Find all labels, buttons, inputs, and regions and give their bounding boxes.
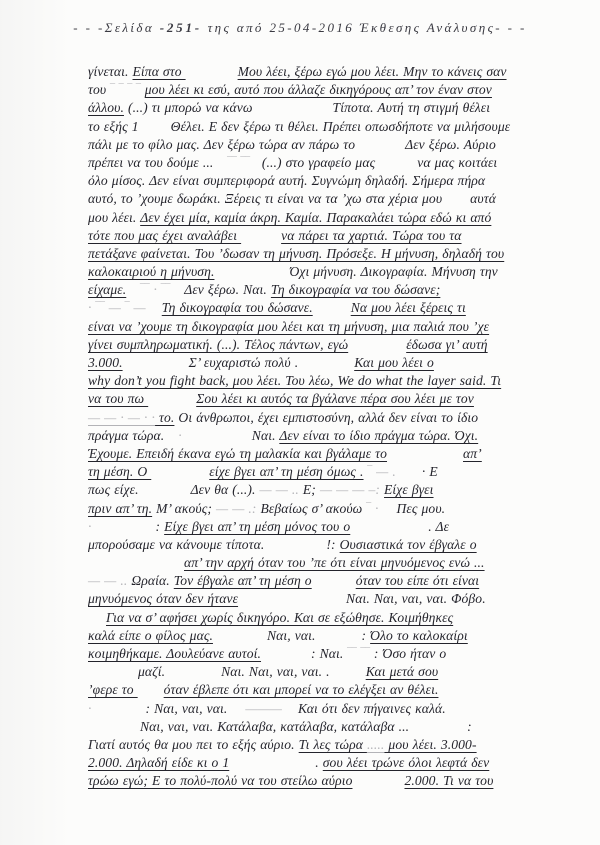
text-segment: Βεβαίως σ’ ακούω: [256, 500, 367, 516]
text-line: [88, 718, 558, 736]
text-segment: · Ε: [421, 464, 438, 480]
text-segment: όταν έβλεπε ότι και μπορεί να το ελέγξει αν θέλει.: [163, 682, 439, 698]
text-line: [88, 318, 558, 336]
text-segment: μου λέει. 3.000-: [384, 736, 477, 752]
text-segment: why don’t you fight back, μου λέει. Του λέω, We do what the layer said. Τι: [88, 373, 502, 389]
text-segment: Μου λέει, ξέρω εγώ μου λέει. Μην το κάνεις σαν: [237, 64, 507, 79]
redaction-gap: [170, 292, 184, 294]
redaction-mark: ‾ — .: [363, 464, 396, 480]
redaction-gap: [186, 74, 238, 76]
redaction-mark: ‾‾ · ‾‾: [140, 282, 171, 298]
redaction-gap: [387, 456, 463, 458]
text-segment: Τη δικογραφία του δώσανε.: [161, 300, 313, 316]
text-segment: Σ’ ευχαριστώ πολύ .: [188, 355, 299, 370]
text-line: [88, 263, 558, 281]
text-segment: Ωραία.: [127, 573, 174, 589]
text-segment: Ε;: [298, 482, 320, 498]
redaction-gap: [350, 529, 428, 531]
page-header: [0, 20, 600, 36]
text-segment: (...) τι μπορώ να κάνω: [123, 100, 253, 116]
text-segment: σου λέει τρώνε όλοι λεφτά δεν: [322, 755, 490, 771]
text-segment: Ναι.: [251, 427, 280, 443]
text-segment: Όλο το καλοκαίρι: [370, 627, 468, 643]
text-segment: πως είχε.: [88, 482, 139, 498]
text-segment: πράγμα τώρα.: [88, 427, 165, 443]
redaction-gap: [126, 292, 140, 294]
text-line: [88, 554, 558, 572]
redaction-gap: [92, 711, 146, 713]
text-segment: Δεν ξέρω. Αύριο: [405, 136, 496, 152]
text-segment: καλοκαιριού η μήνυση.: [88, 264, 215, 280]
text-line: [88, 354, 558, 372]
redaction-gap: [253, 110, 333, 112]
text-line: [88, 390, 558, 408]
text-segment: αυτά: [470, 191, 496, 207]
text-line: [88, 336, 558, 354]
text-line: [88, 572, 558, 590]
text-line: [88, 445, 558, 463]
text-segment: : Ναι, ναι, ναι.: [145, 700, 228, 716]
redaction-gap: [355, 147, 405, 149]
text-segment: Όχι μήνυση. Δικογραφία. Μήνυση την: [289, 264, 498, 280]
text-line: [88, 81, 558, 99]
text-segment: 2.000. Δηλαδή είδε κι ο 1: [88, 755, 230, 771]
text-segment: τότε που μας έχει αναλάβει: [88, 227, 242, 243]
redaction-gap: [165, 674, 221, 676]
text-segment: Θέλει. Ε δεν ξέρω τι θέλει. Πρέπει οπωσδήποτε να μιλήσουμε: [170, 118, 511, 134]
text-line: [88, 736, 558, 754]
text-segment: μαζί.: [138, 664, 166, 680]
redaction-mark: ‾ ‾ ‾ ‾: [110, 82, 141, 98]
redaction-gap: [312, 583, 356, 585]
text-segment: όταν του είπε ότι είναι: [355, 573, 480, 589]
text-line: [88, 663, 558, 681]
text-segment: να του πω: [88, 391, 149, 407]
redaction-gap: [315, 638, 361, 640]
redaction-gap: [123, 365, 189, 367]
text-segment: Είχε βγει απ’ τη μέση μόνος του ο: [164, 518, 351, 534]
redaction-mark: ·: [88, 518, 92, 534]
text-line: [88, 118, 558, 136]
text-segment: να πάρει τα χαρτιά. Τώρα του τα: [281, 227, 462, 243]
text-line: [88, 609, 558, 627]
page-number: -251-: [159, 20, 202, 35]
text-line: [88, 245, 558, 263]
text-segment: Σου λέει κι αυτός τα βγάλανε πέρα σου λέει με τον: [196, 391, 474, 407]
text-segment: να μας κοιτάει: [417, 154, 498, 170]
text-segment: 3.000.: [88, 355, 123, 370]
redaction-mark: ·: [178, 427, 182, 443]
text-segment: γίνει συμπληρωματική. (...). Τέλος πάντων, εγώ: [88, 336, 349, 352]
text-line: [88, 209, 558, 227]
text-line: [88, 772, 558, 790]
text-segment: Ναι, ναι.: [266, 627, 316, 643]
text-line: [88, 427, 558, 445]
redaction-gap: [229, 765, 315, 767]
redaction-mark: ‾‾ ‾‾: [347, 646, 370, 661]
text-segment: Δεν έχει μία, καμία άκρη. Καμία. Παρακαλάει τώρα εδώ κι από: [140, 209, 492, 225]
text-segment: Δεν θα (...).: [190, 482, 260, 498]
redaction-gap: [214, 274, 289, 276]
redaction-gap: [330, 674, 366, 676]
redaction-mark: — — · — · ·: [88, 409, 156, 425]
redaction-gap: [92, 529, 156, 531]
redaction-mark: ‾‾ ‾‾: [227, 154, 250, 170]
text-segment: Ουσιαστικά τον έβγαλε ο: [339, 536, 477, 552]
redaction-gap: [375, 165, 417, 167]
text-segment: : Όσο ήταν ο: [369, 646, 447, 661]
text-segment: Τον έβγαλε απ’ τη μέση ο: [173, 573, 312, 589]
text-segment: Είχε βγει: [384, 482, 434, 498]
text-line: [88, 227, 558, 245]
text-segment: :: [467, 718, 472, 734]
redaction-gap: [182, 438, 252, 440]
redaction-mark: ‾ ·: [366, 500, 379, 516]
text-segment: Τι λες τώρα: [298, 736, 367, 752]
text-segment: πάλι με το φίλο μας. Δεν ξέρω τώρα αν πάρω το: [88, 136, 356, 152]
text-segment: άλλου.: [88, 100, 124, 116]
text-segment: αυτό, το ’χουμε δωράκι. Ξέρεις τι είναι να τα ’χω στα χέρια μου: [88, 191, 443, 207]
text-segment: :: [155, 518, 165, 534]
redaction-gap: [88, 620, 106, 622]
redaction-gap: [298, 365, 354, 367]
text-line: [88, 99, 558, 117]
redaction-gap: [348, 347, 406, 349]
redaction-gap: [352, 783, 404, 785]
redaction-gap: [261, 656, 311, 658]
text-segment: Και ότι δεν πήγαινες καλά.: [297, 700, 446, 716]
redaction-gap: [88, 565, 184, 567]
text-segment: κοιμηθήκαμε. Δουλεύανε αυτοί.: [88, 646, 262, 661]
text-segment: ’φερε το: [88, 682, 138, 698]
redaction-gap: [409, 729, 467, 731]
text-segment: Τίποτα. Αυτή τη στιγμή θέλει: [332, 100, 491, 116]
text-segment: το εξής 1: [88, 118, 139, 134]
text-segment: Για να σ’ αφήσει χωρίς δικηγόρο. Και σε εξώθησε. Κοιμήθηκες: [106, 609, 454, 625]
text-segment: : Ναι.: [311, 646, 348, 661]
redaction-gap: [396, 474, 422, 476]
redaction-gap: [442, 201, 470, 203]
redaction-gap: [138, 692, 164, 694]
redaction-mark: ———: [245, 700, 282, 716]
text-line: [88, 281, 558, 299]
text-line: [88, 372, 558, 390]
redaction-gap: [213, 165, 227, 167]
redaction-gap: [139, 492, 191, 494]
text-segment: τη μέση. Ο: [88, 464, 152, 480]
text-segment: όλο μίσος. Δεν είναι συμπεριφορά αυτή. Συγνώμη δηλαδή. Σήμερα πήρα: [88, 173, 486, 189]
text-segment: απ’: [463, 445, 482, 461]
text-segment: μπορούσαμε να κάνουμε τίποτα.: [88, 536, 265, 552]
text-line: [88, 590, 558, 608]
redaction-gap: [313, 310, 351, 312]
text-line: [88, 190, 558, 208]
text-line: [88, 518, 558, 536]
text-line: [88, 627, 558, 645]
text-line: [88, 409, 558, 427]
text-segment: 2.000. Τι να του: [404, 773, 494, 789]
text-line: [88, 536, 558, 554]
text-line: [88, 754, 558, 772]
text-segment: απ’ την αρχή όταν του ’πε ότι είναι μηνυόμενος ενώ ...: [184, 555, 485, 571]
text-segment: μηνυόμενος όταν δεν ήτανε: [88, 591, 239, 607]
text-line: [88, 700, 558, 718]
text-segment: Τη δικογραφία να του δώσανε;: [270, 282, 441, 298]
text-segment: Έχουμε. Επειδή έκανα εγώ τη μαλακία και βγάλαμε το: [88, 445, 388, 461]
document-body: [88, 63, 558, 791]
text-line: [88, 172, 558, 190]
redaction-gap: [238, 601, 346, 603]
redaction-gap: [146, 310, 162, 312]
text-line: [88, 645, 558, 663]
text-line: [88, 463, 558, 481]
text-segment: του: [88, 82, 111, 98]
text-segment: είχε βγει απ’ τη μέση όμως .: [209, 464, 364, 480]
redaction-gap: [88, 729, 140, 731]
text-segment: είχαμε.: [88, 282, 127, 298]
redaction-mark: — — .:: [216, 500, 257, 516]
text-segment: πριν απ’ τη.: [88, 500, 153, 516]
text-segment: Γιατί αυτός θα μου πει το εξής αύριο.: [88, 736, 299, 752]
text-line: [88, 500, 558, 518]
redaction-gap: [164, 438, 178, 440]
text-line: [88, 481, 558, 499]
redaction-gap: [148, 401, 196, 403]
redaction-mark: ·: [88, 700, 92, 716]
text-segment: Είπα στο: [132, 64, 186, 79]
redaction-mark: — — ..: [88, 573, 128, 589]
header-suffix: της από 25-04-2016 Έκθεσης Ανάλυσης- - -: [201, 20, 527, 35]
redaction-mark: — — — –:: [319, 482, 381, 498]
text-segment: !:: [326, 536, 340, 552]
text-segment: .: [315, 755, 323, 771]
redaction-gap: [88, 674, 138, 676]
header-prefix: - - -Σελίδα: [73, 20, 160, 35]
text-segment: μου λέει κι εσύ, αυτό που άλλαζε δικηγόρους απ’ τον έναν στον: [144, 82, 492, 98]
text-segment: Και μετά σου: [365, 664, 439, 680]
text-segment: πρέπει να του δούμε ...: [88, 154, 214, 170]
redaction-gap: [379, 511, 397, 513]
text-segment: πετάξανε φαίνεται. Του ’δωσαν τη μήνυση. Πρόσεξε. Η μήνυση, δηλαδή του: [88, 245, 505, 261]
text-line: [88, 154, 558, 172]
text-segment: :: [361, 627, 371, 643]
text-segment: Οι άνθρωποι, έχει εμπιστοσύνη, αλλά δεν είναι το ίδιο: [174, 409, 479, 425]
redaction-gap: [139, 129, 171, 131]
text-segment: γίνεται.: [88, 64, 133, 79]
text-segment: . Δε: [428, 518, 450, 534]
text-segment: Πες μου.: [396, 500, 446, 516]
redaction-gap: [264, 547, 326, 549]
text-line: [88, 299, 558, 317]
text-segment: Ναι, ναι, ναι. Κατάλαβα, κατάλαβα, κατάλαβα ...: [140, 718, 410, 734]
redaction-mark: — — ..: [259, 482, 299, 498]
text-segment: μου λέει.: [88, 209, 141, 225]
redaction-gap: [213, 638, 267, 640]
text-segment: το.: [155, 409, 175, 425]
redaction-gap: [151, 474, 209, 476]
text-segment: Ναι. Ναι, ναι, ναι. Φόβο.: [346, 591, 486, 607]
redaction-mark: .....: [366, 736, 385, 752]
text-line: [88, 681, 558, 699]
text-line: [88, 136, 558, 154]
redaction-gap: [250, 165, 262, 167]
text-segment: Δεν είναι το ίδιο πράγμα τώρα. Όχι.: [279, 427, 479, 443]
text-segment: έδωσα γι’ αυτή: [406, 336, 488, 352]
text-segment: τρώω εγώ; Ε το πολύ-πολύ να του στείλω αύριο: [88, 773, 353, 789]
redaction-gap: [241, 238, 281, 240]
text-line: [88, 63, 558, 81]
text-segment: Δεν ξέρω. Ναι.: [184, 282, 271, 298]
redaction-gap: [282, 711, 298, 713]
text-segment: Ναι. Ναι, ναι, ναι. .: [221, 664, 330, 680]
text-segment: (...) στο γραφείο μας: [261, 154, 376, 170]
text-segment: Μ’ ακούς;: [152, 500, 217, 516]
redaction-gap: [227, 711, 245, 713]
text-segment: είναι να ’χουμε τη δικογραφία μου λέει και τη μήνυση, μια παλιά που ’χε: [88, 318, 490, 334]
text-segment: καλά είπε ο φίλος μας.: [88, 627, 213, 643]
text-segment: Να μου λέει ξέρεις τι: [350, 300, 466, 316]
text-segment: Και μου λέει ο: [354, 355, 434, 370]
redaction-mark: · ‾‾ — ‾ —: [88, 300, 146, 316]
